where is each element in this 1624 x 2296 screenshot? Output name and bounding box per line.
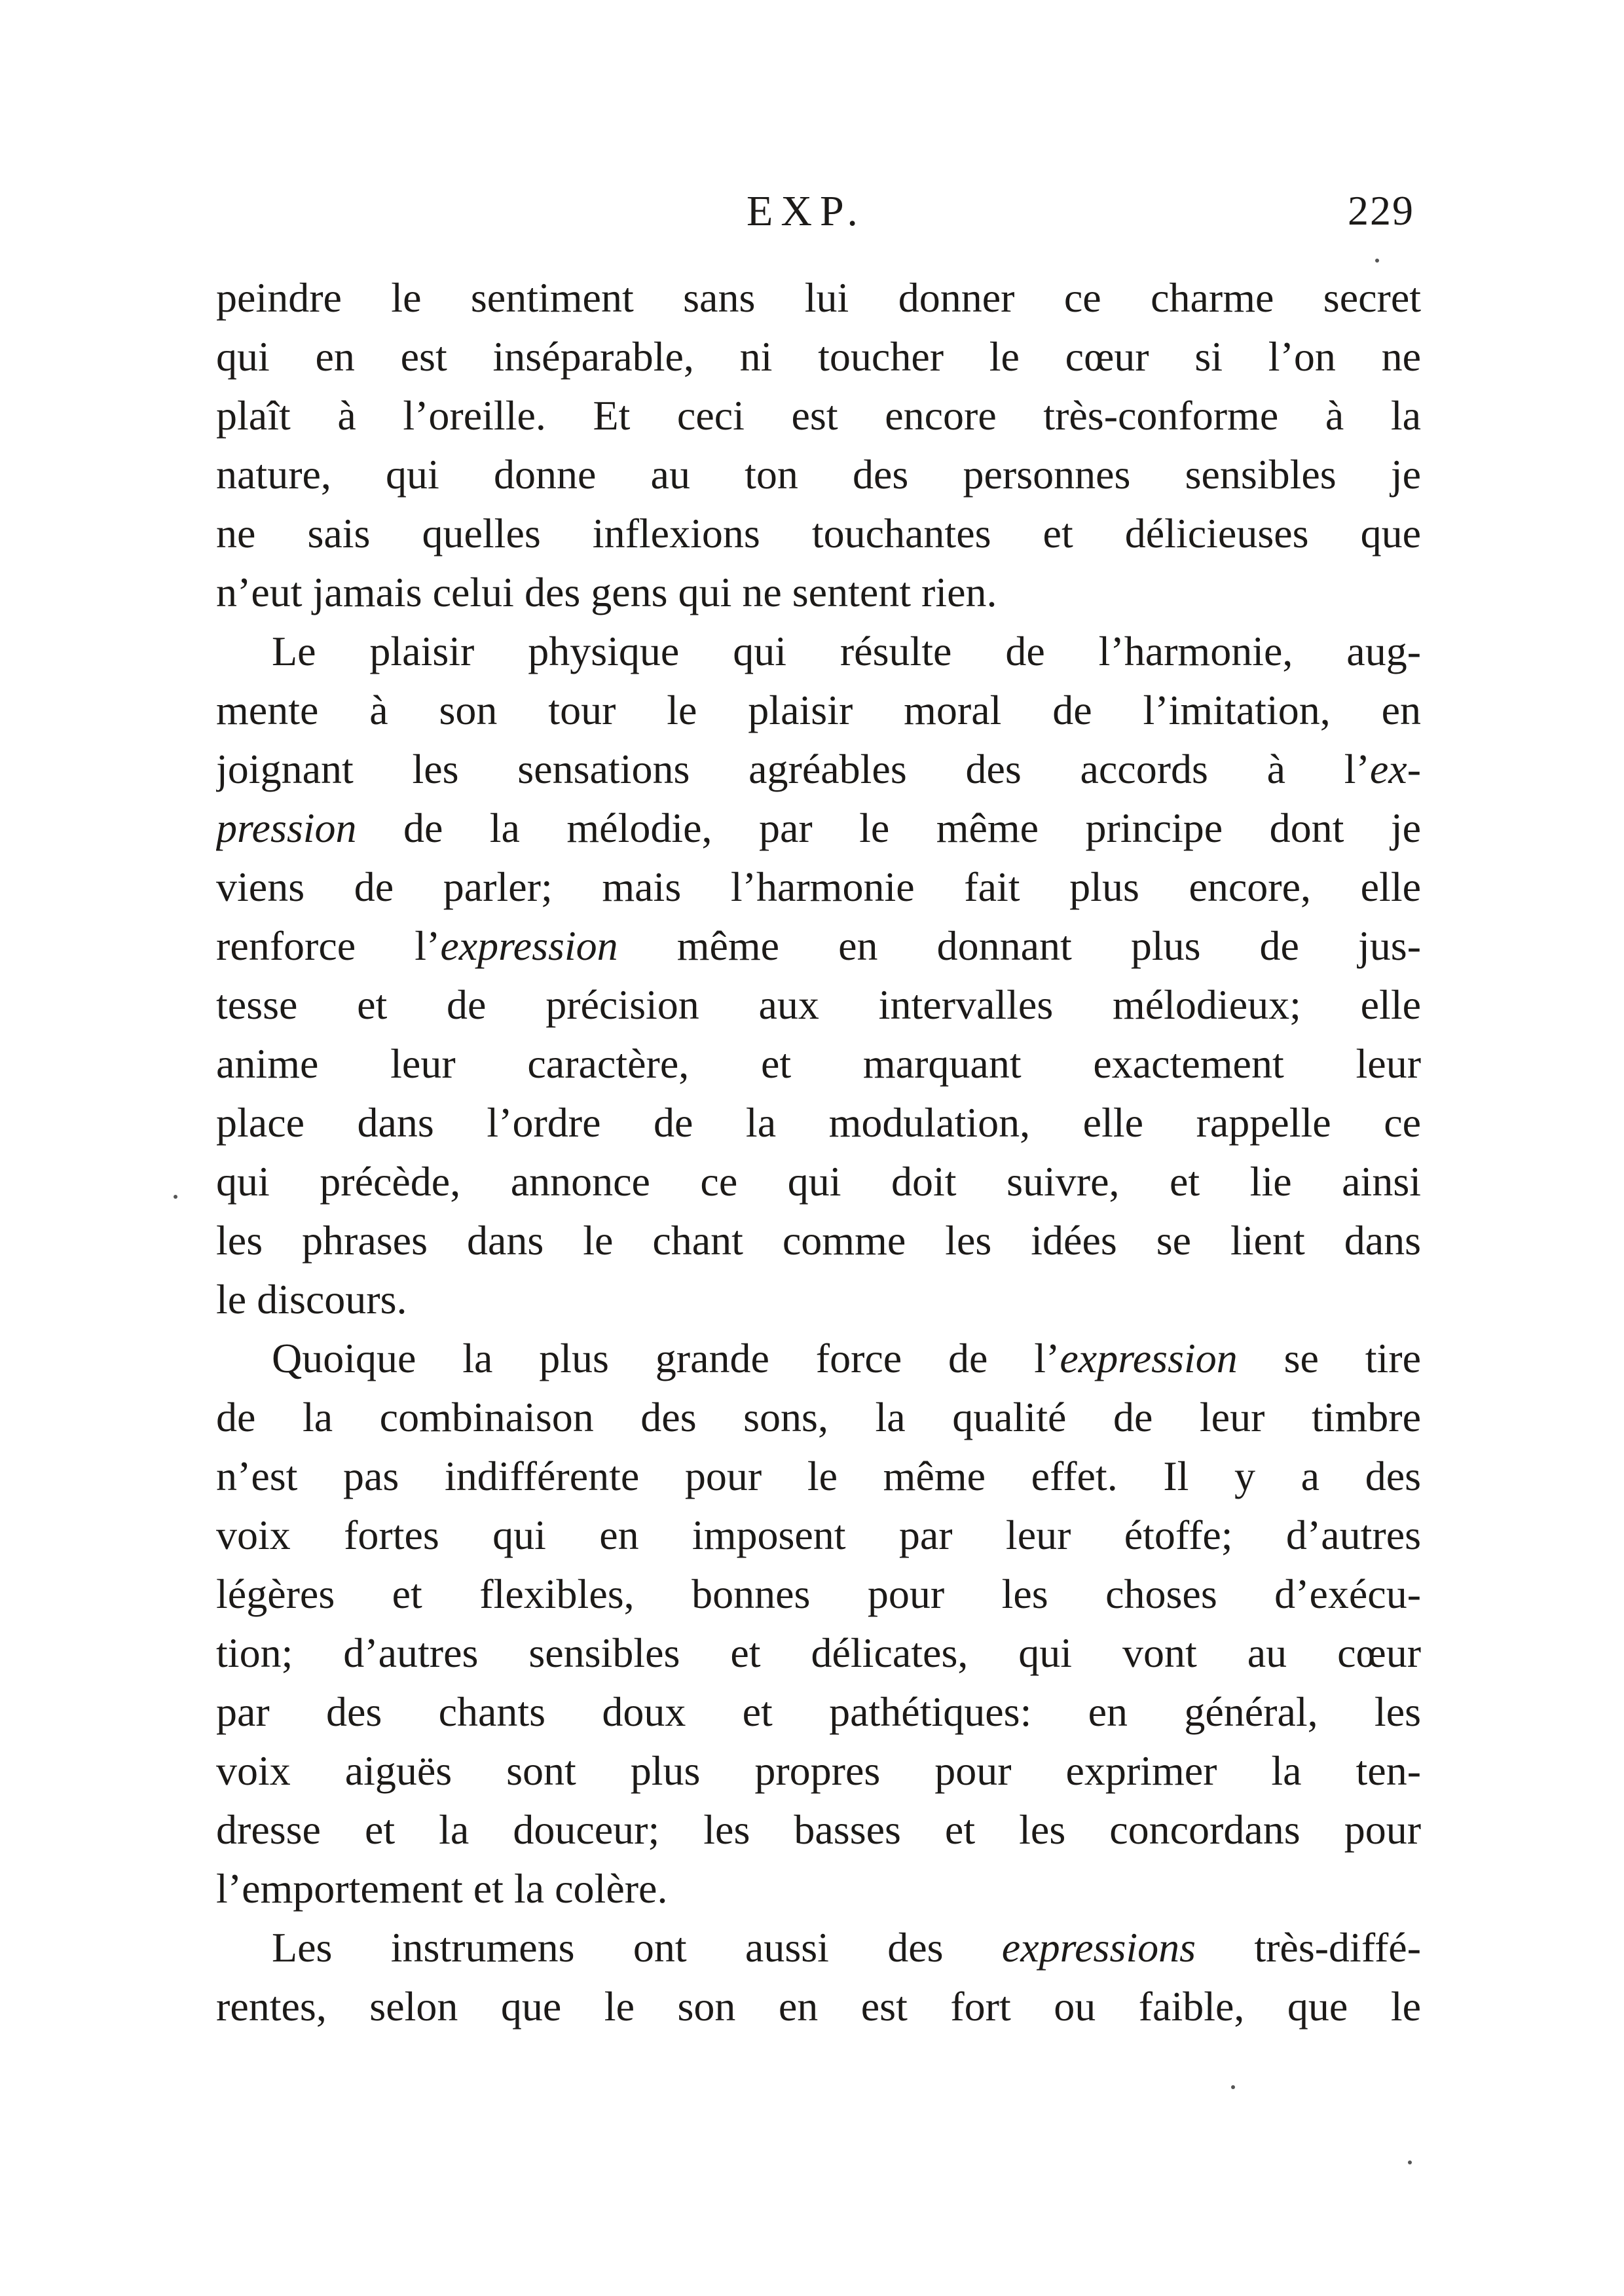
text-line (216, 1447, 1421, 1506)
text-line (216, 563, 1421, 622)
text-line (216, 1270, 1421, 1329)
text-segment: Les instrumens ont aussi des (272, 1924, 1002, 1971)
text-segment: viens de parler; mais l’harmonie fait plus encore, elle (216, 864, 1421, 910)
text-segment: plaît à l’oreille. Et ceci est encore très-conforme à la (216, 392, 1421, 439)
text-line (216, 327, 1421, 386)
text-segment: de la mélodie, par le même principe dont je (356, 805, 1421, 851)
text-segment: qui précède, annonce ce qui doit suivre, et lie ainsi (216, 1158, 1421, 1205)
italic-text: pression (216, 805, 357, 851)
text-segment: tion; d’autres sensibles et délicates, qui vont au cœur (216, 1630, 1421, 1676)
text-line (216, 1329, 1421, 1388)
italic-text: expression (440, 922, 618, 969)
text-line (216, 1152, 1421, 1211)
text-line (216, 1388, 1421, 1447)
text-line (216, 1683, 1421, 1741)
text-segment: anime leur caractère, et marquant exactement leur (216, 1040, 1421, 1087)
text-line (216, 1211, 1421, 1270)
text-line (216, 1800, 1421, 1859)
text-segment: renforce l’ (216, 922, 441, 969)
text-line (216, 622, 1421, 681)
text-segment: les phrases dans le chant comme les idées se lient dans (216, 1217, 1421, 1264)
running-head-title: EXP. (747, 187, 866, 235)
text-segment: même en donnant plus de jus- (618, 922, 1421, 969)
text-segment: Quoique la plus grande force de l’ (272, 1335, 1060, 1381)
text-segment: légères et flexibles, bonnes pour les choses d’exécu- (216, 1571, 1421, 1617)
text-segment: place dans l’ordre de la modulation, elle rappelle ce (216, 1099, 1421, 1146)
text-segment: Le plaisir physique qui résulte de l’harmonie, aug- (272, 628, 1421, 674)
text-line (216, 504, 1421, 563)
text-segment: de la combinaison des sons, la qualité de leur timbre (216, 1394, 1421, 1440)
text-line (216, 681, 1421, 740)
text-segment: peindre le sentiment sans lui donner ce charme secret (216, 274, 1421, 321)
text-line (216, 386, 1421, 445)
text-segment: voix fortes qui en imposent par leur étoffe; d’autres (216, 1512, 1421, 1558)
text-segment: l’emportement et la colère. (216, 1865, 668, 1912)
text-segment: par des chants doux et pathétiques: en général, les (216, 1688, 1421, 1735)
text-line (216, 799, 1421, 858)
text-segment: très-diffé- (1196, 1924, 1421, 1971)
text-segment: rentes, selon que le son en est fort ou faible, que le (216, 1983, 1421, 2030)
text-line (216, 975, 1421, 1034)
text-segment: ne sais quelles inflexions touchantes et délicieuses que (216, 510, 1421, 556)
text-segment: n’est pas indifférente pour le même effet. Il y a des (216, 1453, 1421, 1499)
text-line (216, 917, 1421, 975)
print-speck (1231, 2085, 1235, 2089)
text-segment: voix aiguës sont plus propres pour exprimer la ten- (216, 1747, 1421, 1794)
text-line (216, 1565, 1421, 1624)
print-speck (1408, 2160, 1412, 2164)
text-line (216, 1741, 1421, 1800)
text-segment: le discours. (216, 1276, 407, 1322)
italic-text: expression (1060, 1335, 1238, 1381)
text-line (216, 740, 1421, 799)
italic-text: ex- (1369, 746, 1421, 792)
text-segment: n’eut jamais celui des gens qui ne sentent rien. (216, 569, 997, 615)
body-text (216, 268, 1421, 2036)
text-line (216, 268, 1421, 327)
text-segment: qui en est inséparable, ni toucher le cœur si l’on ne (216, 333, 1421, 380)
print-speck (1375, 259, 1379, 263)
print-speck (174, 1195, 177, 1199)
running-head (216, 187, 1421, 252)
text-line (216, 858, 1421, 917)
text-line (216, 1506, 1421, 1565)
text-segment: nature, qui donne au ton des personnes sensibles je (216, 451, 1421, 498)
text-segment: tesse et de précision aux intervalles mélodieux; elle (216, 981, 1421, 1028)
text-line (216, 445, 1421, 504)
text-line (216, 1624, 1421, 1683)
text-line (216, 1859, 1421, 1918)
text-segment: se tire (1237, 1335, 1421, 1381)
text-line (216, 1093, 1421, 1152)
text-line (216, 1034, 1421, 1093)
text-segment: joignant les sensations agréables des accords à l’ (216, 746, 1370, 792)
text-line (216, 1977, 1421, 2036)
page-number: 229 (1348, 187, 1414, 234)
text-segment: dresse et la douceur; les basses et les concordans pour (216, 1806, 1421, 1853)
text-segment: mente à son tour le plaisir moral de l’imitation, en (216, 687, 1421, 733)
text-line (216, 1918, 1421, 1977)
italic-text: expressions (1001, 1924, 1196, 1971)
